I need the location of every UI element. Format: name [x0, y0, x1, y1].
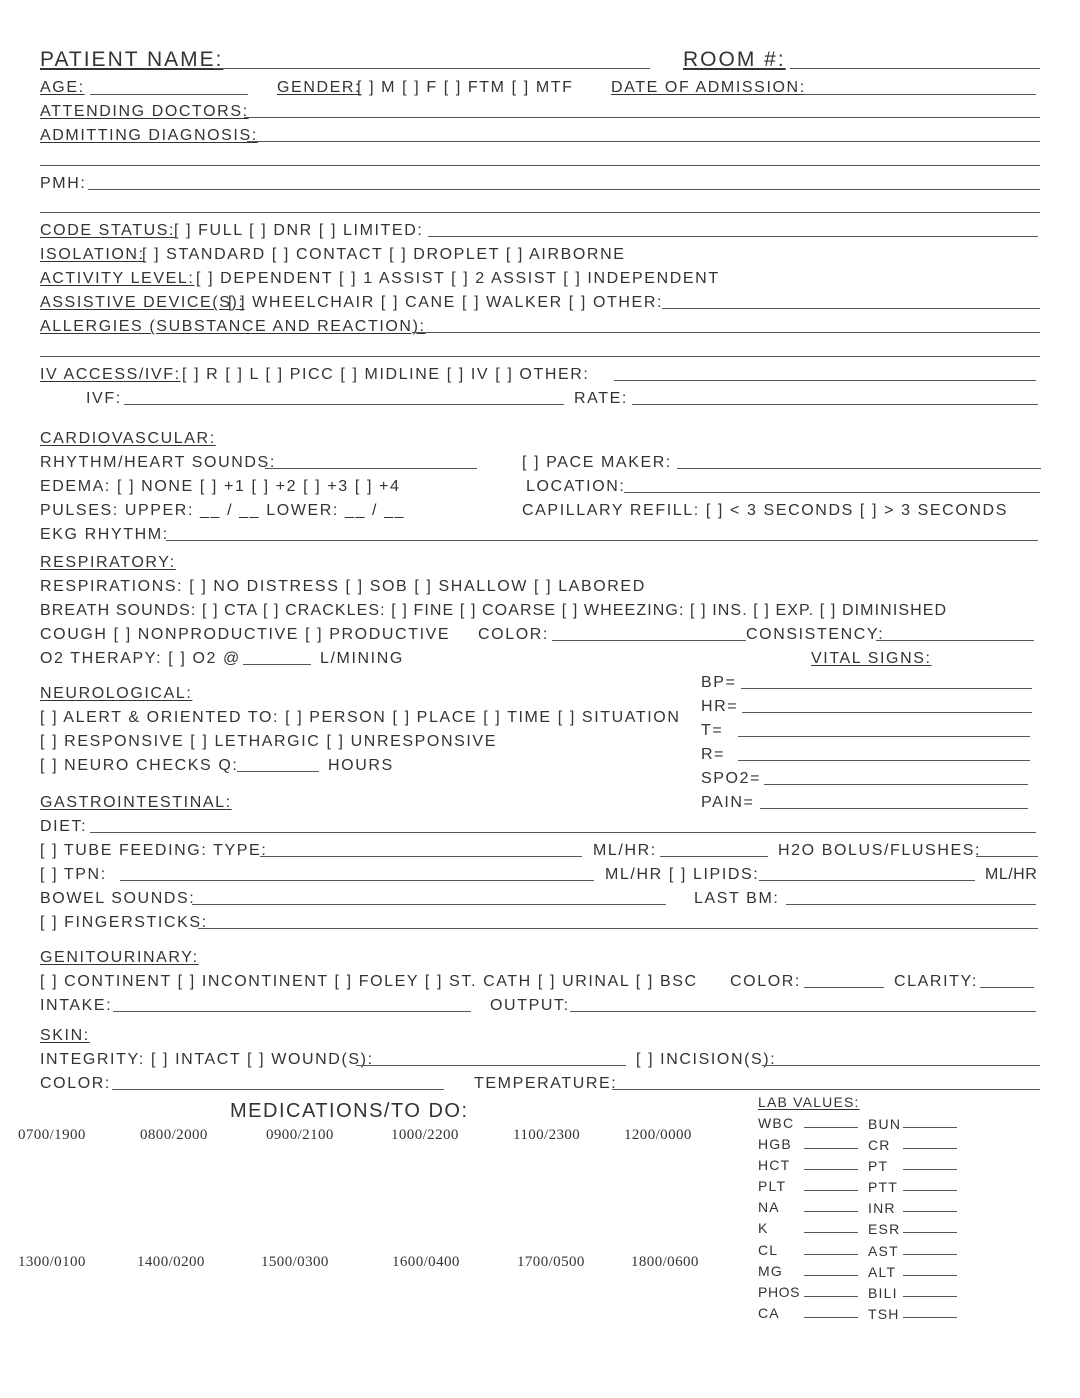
- urine-color-line[interactable]: [804, 987, 884, 988]
- allergies-line[interactable]: [412, 332, 1040, 333]
- spo2-label: SPO2=: [701, 770, 762, 787]
- lab-value-line[interactable]: [804, 1211, 858, 1212]
- neuro-checks-line[interactable]: [237, 771, 319, 772]
- lab-name: HGB: [758, 1136, 792, 1152]
- skin-integrity-options[interactable]: INTEGRITY: [ ] INTACT [ ] WOUND(S):: [40, 1051, 374, 1068]
- med-time-slot[interactable]: 1700/0500: [517, 1254, 585, 1270]
- skin-color-label: COLOR:: [40, 1075, 111, 1092]
- lab-name: MG: [758, 1263, 783, 1279]
- room-label: ROOM #:: [683, 48, 786, 71]
- skin-color-line[interactable]: [112, 1089, 444, 1090]
- urine-clarity-line[interactable]: [980, 987, 1034, 988]
- gender-label: GENDER:: [277, 79, 362, 96]
- hr-line[interactable]: [742, 712, 1032, 713]
- med-time-slot[interactable]: 1800/0600: [631, 1254, 699, 1270]
- urine-clarity-label: CLARITY:: [894, 973, 978, 990]
- hr-label: HR=: [701, 698, 739, 715]
- vital-signs-heading: VITAL SIGNS:: [811, 650, 932, 667]
- lipids-line[interactable]: [759, 880, 975, 881]
- lab-value-line[interactable]: [804, 1317, 858, 1318]
- lab-name: CA: [758, 1305, 780, 1321]
- tpn-line[interactable]: [120, 880, 594, 881]
- wounds-line[interactable]: [356, 1065, 626, 1066]
- admitting-diagnosis-label: ADMITTING DIAGNOSIS:: [40, 127, 258, 144]
- skin-temperature-line[interactable]: [612, 1089, 1040, 1090]
- med-time-slot[interactable]: 1600/0400: [392, 1254, 460, 1270]
- gastrointestinal-heading: GASTROINTESTINAL:: [40, 794, 232, 811]
- edema-location-label: LOCATION:: [526, 478, 626, 495]
- rhythm-line[interactable]: [265, 468, 477, 469]
- lab-name: CL: [758, 1242, 779, 1258]
- incision-line[interactable]: [762, 1065, 1040, 1066]
- med-time-slot[interactable]: 1400/0200: [137, 1254, 205, 1270]
- tube-feeding-rate-line[interactable]: [660, 856, 768, 857]
- med-time-slot[interactable]: 1500/0300: [261, 1254, 329, 1270]
- code-status-line[interactable]: [428, 236, 1038, 237]
- lab-name: AST: [868, 1243, 899, 1259]
- capillary-refill-options[interactable]: CAPILLARY REFILL: [ ] < 3 SECONDS [ ] > 3 SECONDS: [522, 502, 1008, 519]
- allergies-line-2[interactable]: [40, 356, 1040, 357]
- lab-value-line[interactable]: [903, 1317, 957, 1318]
- rate-label: RATE:: [574, 390, 628, 407]
- lab-value-line[interactable]: [903, 1127, 957, 1128]
- diet-label: DIET:: [40, 818, 88, 835]
- lab-name: NA: [758, 1199, 780, 1215]
- lab-name: CR: [868, 1137, 891, 1153]
- lab-value-line[interactable]: [903, 1211, 957, 1212]
- iv-other-line[interactable]: [614, 380, 1036, 381]
- responsiveness-options[interactable]: [ ] RESPONSIVE [ ] LETHARGIC [ ] UNRESPONSIVE: [40, 733, 497, 750]
- spo2-line[interactable]: [764, 784, 1028, 785]
- ekg-rhythm-label: EKG RHYTHM:: [40, 526, 169, 543]
- date-of-admission-label: DATE OF ADMISSION:: [611, 79, 806, 96]
- o2-rate-line[interactable]: [243, 664, 311, 665]
- consistency-line[interactable]: [876, 640, 1034, 641]
- age-line[interactable]: [90, 94, 248, 95]
- neuro-checks-unit: HOURS: [328, 757, 394, 774]
- assistive-devices-label: ASSISTIVE DEVICE(S):: [40, 294, 245, 311]
- pain-line[interactable]: [760, 808, 1028, 809]
- admitting-diagnosis-line[interactable]: [247, 141, 1040, 142]
- code-status-options[interactable]: [ ] FULL [ ] DNR [ ] LIMITED:: [174, 222, 424, 239]
- date-of-admission-line[interactable]: [806, 94, 1036, 95]
- isolation-options[interactable]: [ ] STANDARD [ ] CONTACT [ ] DROPLET [ ] AIRBORNE: [142, 246, 626, 263]
- lab-name: K: [758, 1220, 769, 1236]
- edema-options[interactable]: EDEMA: [ ] NONE [ ] +1 [ ] +2 [ ] +3 [ ] +4: [40, 478, 401, 495]
- pmh-line[interactable]: [88, 189, 1040, 190]
- med-time-slot[interactable]: 1100/2300: [513, 1127, 581, 1143]
- lab-name: BILI: [868, 1285, 898, 1301]
- respiratory-heading: RESPIRATORY:: [40, 554, 176, 571]
- lab-name: WBC: [758, 1115, 795, 1131]
- cardiovascular-heading: CARDIOVASCULAR:: [40, 430, 216, 447]
- ekg-rhythm-line[interactable]: [166, 540, 1038, 541]
- lab-value-line[interactable]: [903, 1232, 957, 1233]
- patient-name-label: PATIENT NAME:: [40, 48, 224, 71]
- h2o-bolus-label: H2O BOLUS/FLUSHES:: [778, 842, 982, 859]
- pulses-field[interactable]: PULSES: UPPER: __ / __ LOWER: __ / __: [40, 502, 406, 519]
- lab-value-line[interactable]: [903, 1169, 957, 1170]
- lab-value-line[interactable]: [804, 1190, 858, 1191]
- continence-options[interactable]: [ ] CONTINENT [ ] INCONTINENT [ ] FOLEY [ ] ST. CATH [ ] URINAL [ ] BSC: [40, 973, 698, 990]
- rate-line[interactable]: [632, 404, 1038, 405]
- temp-line[interactable]: [738, 736, 1030, 737]
- lab-value-line[interactable]: [804, 1232, 858, 1233]
- patient-name-line[interactable]: [213, 68, 650, 69]
- admitting-diagnosis-line-2[interactable]: [40, 165, 1040, 166]
- resp-rate-line[interactable]: [738, 760, 1030, 761]
- pacemaker-line[interactable]: [677, 468, 1041, 469]
- skin-temperature-label: TEMPERATURE:: [474, 1075, 618, 1092]
- medications-heading: MEDICATIONS/TO DO:: [230, 1100, 469, 1122]
- lab-value-line[interactable]: [903, 1254, 957, 1255]
- tube-feeding-label[interactable]: [ ] TUBE FEEDING: TYPE:: [40, 842, 268, 859]
- lab-value-line[interactable]: [804, 1169, 858, 1170]
- lab-value-line[interactable]: [903, 1296, 957, 1297]
- lab-name: INR: [868, 1200, 896, 1216]
- lab-value-line[interactable]: [804, 1296, 858, 1297]
- lipids-rate-unit: ML/HR: [985, 866, 1038, 883]
- rhythm-label: RHYTHM/HEART SOUNDS:: [40, 454, 276, 471]
- lab-name: ALT: [868, 1264, 897, 1280]
- bp-line[interactable]: [741, 688, 1032, 689]
- lab-name: PT: [868, 1158, 889, 1174]
- lab-name: PLT: [758, 1178, 787, 1194]
- attending-doctors-line[interactable]: [244, 117, 1040, 118]
- sputum-color-label: COLOR:: [478, 626, 549, 643]
- breath-sounds-options[interactable]: BREATH SOUNDS: [ ] CTA [ ] CRACKLES: [ ] FINE [ ] COARSE [ ] WHEEZING: [ ] INS. [ ] EXP. [ ] DIMINISHED: [40, 602, 948, 619]
- neuro-checks-label[interactable]: [ ] NEURO CHECKS Q:: [40, 757, 239, 774]
- consistency-label: CONSISTENCY:: [746, 626, 885, 643]
- h2o-bolus-line[interactable]: [976, 856, 1038, 857]
- pmh-line-2[interactable]: [40, 212, 1040, 213]
- pain-label: PAIN=: [701, 794, 755, 811]
- diet-line[interactable]: [90, 832, 1036, 833]
- cough-options[interactable]: COUGH [ ] NONPRODUCTIVE [ ] PRODUCTIVE: [40, 626, 451, 643]
- assistive-other-line[interactable]: [662, 308, 1040, 309]
- activity-level-label: ACTIVITY LEVEL:: [40, 270, 195, 287]
- output-line[interactable]: [570, 1011, 1036, 1012]
- ivf-label: IVF:: [86, 390, 122, 407]
- med-time-slot[interactable]: 0700/1900: [18, 1127, 86, 1143]
- skin-heading: SKIN:: [40, 1027, 90, 1044]
- lab-value-line[interactable]: [903, 1275, 957, 1276]
- isolation-label: ISOLATION:: [40, 246, 145, 263]
- fingersticks-line[interactable]: [198, 928, 1038, 929]
- lab-name: PHOS: [758, 1284, 801, 1300]
- lab-name: PTT: [868, 1179, 899, 1195]
- activity-level-options[interactable]: [ ] DEPENDENT [ ] 1 ASSIST [ ] 2 ASSIST [ ] INDEPENDENT: [196, 270, 720, 287]
- bowel-sounds-line[interactable]: [192, 904, 666, 905]
- last-bm-label: LAST BM:: [694, 890, 780, 907]
- med-time-slot[interactable]: 0800/2000: [140, 1127, 208, 1143]
- allergies-label: ALLERGIES (SUBSTANCE AND REACTION):: [40, 318, 426, 335]
- room-line[interactable]: [790, 68, 1040, 69]
- lab-value-line[interactable]: [804, 1254, 858, 1255]
- urine-color-label: COLOR:: [730, 973, 801, 990]
- lab-value-line[interactable]: [804, 1127, 858, 1128]
- lab-value-line[interactable]: [804, 1148, 858, 1149]
- gender-options[interactable]: [ ] M [ ] F [ ] FTM [ ] MTF: [357, 79, 574, 96]
- code-status-label: CODE STATUS:: [40, 222, 176, 239]
- respirations-options[interactable]: RESPIRATIONS: [ ] NO DISTRESS [ ] SOB [ ] SHALLOW [ ] LABORED: [40, 578, 646, 595]
- lab-name: TSH: [868, 1306, 900, 1322]
- fingersticks-label[interactable]: [ ] FINGERSTICKS:: [40, 914, 208, 931]
- intake-line[interactable]: [113, 1011, 471, 1012]
- o2-unit-label: L/MINING: [320, 650, 404, 667]
- med-time-slot[interactable]: 1300/0100: [18, 1254, 86, 1270]
- tube-feeding-rate-label: ML/HR:: [593, 842, 657, 859]
- lab-value-line[interactable]: [903, 1148, 957, 1149]
- ivf-line[interactable]: [124, 404, 564, 405]
- tpn-label[interactable]: [ ] TPN:: [40, 866, 107, 883]
- iv-access-label: IV ACCESS/IVF:: [40, 366, 181, 383]
- lab-name: HCT: [758, 1157, 791, 1173]
- resp-rate-label: R=: [701, 746, 726, 763]
- age-label: AGE:: [40, 79, 85, 96]
- alert-oriented-options[interactable]: [ ] ALERT & ORIENTED TO: [ ] PERSON [ ] PLACE [ ] TIME [ ] SITUATION: [40, 709, 681, 726]
- o2-therapy-label[interactable]: O2 THERAPY: [ ] O2 @: [40, 650, 241, 667]
- attending-doctors-label: ATTENDING DOCTORS:: [40, 103, 249, 120]
- iv-access-options[interactable]: [ ] R [ ] L [ ] PICC [ ] MIDLINE [ ] IV [ ] OTHER:: [182, 366, 590, 383]
- lab-name: ESR: [868, 1221, 901, 1237]
- neurological-heading: NEUROLOGICAL:: [40, 685, 193, 702]
- lab-name: BUN: [868, 1116, 902, 1132]
- med-time-slot[interactable]: 1000/2200: [391, 1127, 459, 1143]
- last-bm-line[interactable]: [786, 904, 1036, 905]
- med-time-slot[interactable]: 0900/2100: [266, 1127, 334, 1143]
- lab-value-line[interactable]: [903, 1190, 957, 1191]
- tube-feeding-type-line[interactable]: [260, 856, 582, 857]
- assistive-devices-options[interactable]: [ ] WHEELCHAIR [ ] CANE [ ] WALKER [ ] OTHER:: [228, 294, 664, 311]
- temp-label: T=: [701, 722, 724, 739]
- lab-values-heading: LAB VALUES:: [758, 1094, 860, 1110]
- lab-value-line[interactable]: [804, 1275, 858, 1276]
- pmh-label: PMH:: [40, 175, 87, 192]
- sputum-color-line[interactable]: [552, 640, 746, 641]
- bp-label: BP=: [701, 674, 737, 691]
- med-time-slot[interactable]: 1200/0000: [624, 1127, 692, 1143]
- bowel-sounds-label: BOWEL SOUNDS:: [40, 890, 196, 907]
- output-label: OUTPUT:: [490, 997, 570, 1014]
- pacemaker-label[interactable]: [ ] PACE MAKER:: [522, 454, 672, 471]
- intake-label: INTAKE:: [40, 997, 113, 1014]
- incision-label[interactable]: [ ] INCISION(S):: [636, 1051, 777, 1068]
- edema-location-line[interactable]: [624, 492, 1040, 493]
- tpn-rate-lipids-label[interactable]: ML/HR [ ] LIPIDS:: [605, 866, 760, 883]
- genitourinary-heading: GENITOURINARY:: [40, 949, 199, 966]
